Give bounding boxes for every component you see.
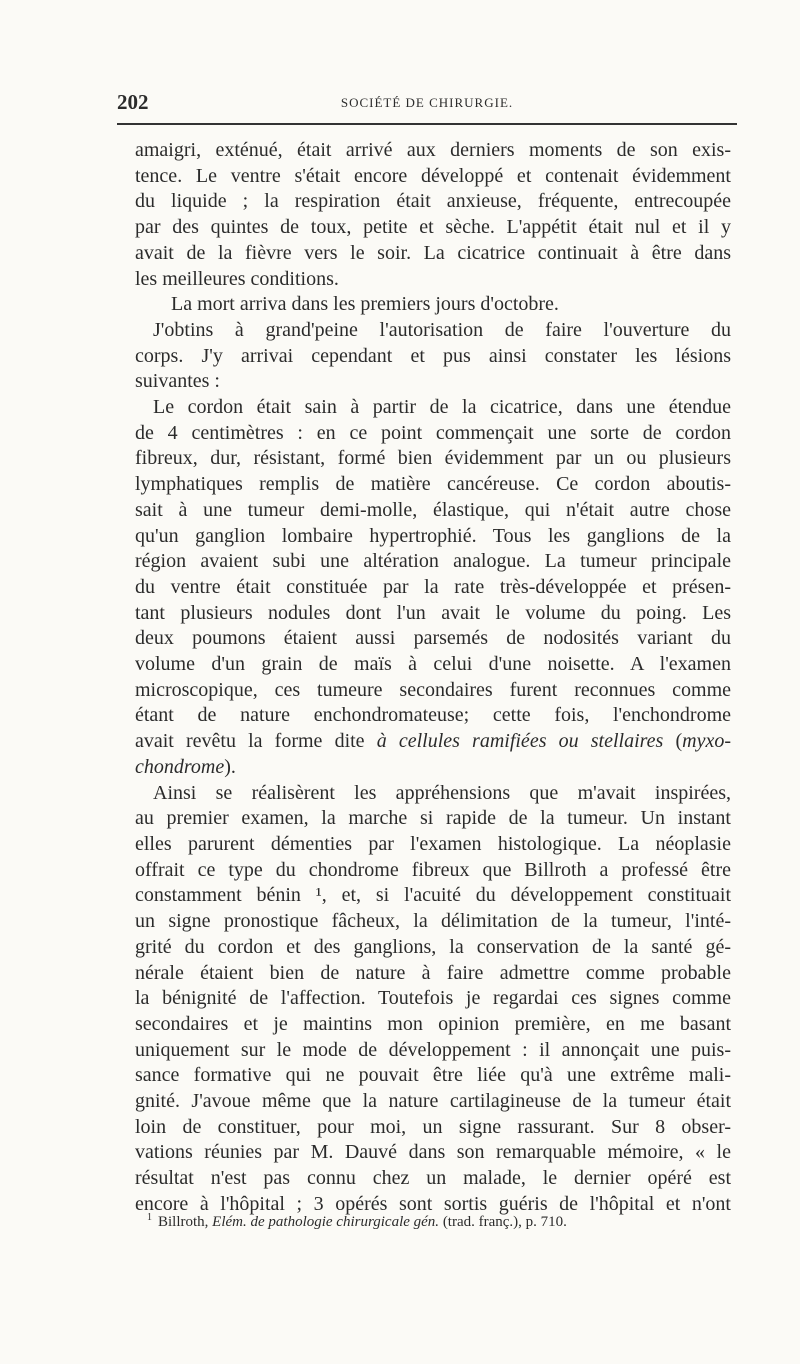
text-line: La mort arriva dans les premiers jours d'octobre.	[171, 293, 559, 316]
text-line: loin de constituer, pour moi, un signe rassurant. Sur 8 obser-	[135, 1115, 731, 1138]
text-line: par des quintes de toux, petite et sèche. L'appétit était nul et il y	[135, 216, 731, 239]
page-number: 202	[117, 90, 149, 114]
running-head: SOCIÉTÉ DE CHIRURGIE.	[340, 95, 514, 110]
italic-run: à cellules ramifiées ou stellaires	[376, 730, 664, 753]
text-line: microscopique, ces tumeure secondaires furent reconnues comme	[135, 678, 731, 701]
paragraph-5	[135, 781, 731, 1218]
text-run: ).	[224, 755, 236, 778]
text-line: Le cordon était sain à partir de la cicatrice, dans une étendue	[153, 396, 731, 419]
text-line: grité du cordon et des ganglions, la conservation de la santé gé-	[135, 935, 731, 958]
text-run: avait revêtu la forme dite	[135, 730, 377, 753]
text-line: sance formative qui ne pouvait être liée qu'à une extrême mali-	[135, 1064, 731, 1087]
text-line: secondaires et je maintins mon opinion première, en me basant	[135, 1012, 731, 1035]
text-line: constamment bénin ¹, et, si l'acuité du développement constituait	[135, 884, 731, 907]
text-line: corps. J'y arrivai cependant et pus ainsi constater les lésions	[135, 344, 731, 367]
text-line: avait de la fièvre vers le soir. La cicatrice continuait à être dans	[135, 241, 731, 264]
text-line: nérale étaient bien de nature à faire admettre comme probable	[135, 961, 731, 984]
text-line: résultat n'est pas connu chez un malade, le dernier opéré est	[135, 1167, 731, 1190]
footnote-marker: 1	[147, 1212, 152, 1223]
text-line: la bénignité de l'affection. Toutefois je regardai ces signes comme	[135, 987, 731, 1010]
text-line-mixed	[135, 729, 731, 755]
text-line: deux poumons étaient aussi parsemés de nodosités variant du	[135, 627, 731, 650]
text-line: qu'un ganglion lombaire hypertrophié. Tous les ganglions de la	[135, 524, 731, 547]
footnote	[147, 1212, 737, 1231]
paragraph-2	[135, 292, 731, 318]
text-line: J'obtins à grand'peine l'autorisation de faire l'ouverture du	[153, 318, 731, 341]
text-line: Ainsi se réalisèrent les appréhensions que m'avait inspirées,	[153, 781, 731, 804]
text-line: région avaient subi une altération analogue. La tumeur principale	[135, 550, 731, 573]
text-line: fibreux, dur, résistant, formé bien évidemment par un ou plusieurs	[135, 447, 731, 470]
text-line: étant de nature enchondromateuse; cette fois, l'enchondrome	[135, 704, 731, 727]
text-line: volume d'un grain de maïs à celui d'une noisette. A l'examen	[135, 653, 731, 676]
text-run: (	[663, 730, 683, 753]
text-line: de 4 centimètres : en ce point commençait une sorte de cordon	[135, 421, 731, 444]
text-line: suivantes :	[135, 370, 220, 393]
text-line: amaigri, exténué, était arrivé aux derniers moments de son exis-	[135, 139, 731, 161]
paragraph-1	[135, 138, 731, 292]
text-line: tence. Le ventre s'était encore développé et contenait évidemment	[135, 164, 731, 187]
text-line-mixed	[135, 755, 731, 781]
text-line: uniquement sur le mode de développement : il annonçait une puis-	[135, 1038, 731, 1061]
text-line: encore à l'hôpital ; 3 opérés sont sortis guéris de l'hôpital et n'ont	[135, 1192, 731, 1215]
text-line: au premier examen, la marche si rapide de la tumeur. Un instant	[135, 807, 731, 830]
text-line: elles parurent démenties par l'examen histologique. La néoplasie	[135, 832, 731, 855]
body-text	[135, 138, 731, 1218]
text-line: gnité. J'avoue même que la nature cartilagineuse de la tumeur était	[135, 1090, 731, 1113]
italic-run: myxo-	[682, 730, 731, 753]
text-line: lymphatiques remplis de matière cancéreuse. Ce cordon aboutis-	[135, 473, 731, 496]
header-rule	[117, 123, 737, 125]
text-line: offrait ce type du chondrome fibreux que Billroth a professé être	[135, 858, 731, 881]
footnote-author: Billroth,	[158, 1214, 213, 1230]
paragraph-4	[135, 395, 731, 781]
paragraph-3	[135, 318, 731, 395]
text-line: tant plusieurs nodules dont l'un avait le volume du poing. Les	[135, 601, 731, 624]
footnote-title: Elém. de pathologie chirurgicale gén.	[212, 1214, 440, 1230]
text-line: vations réunies par M. Dauvé dans son remarquable mémoire, « le	[135, 1141, 731, 1164]
footnote-reference: (trad. franç.), p. 710.	[439, 1214, 567, 1230]
text-line: les meilleures conditions.	[135, 267, 339, 290]
italic-run: chondrome	[135, 755, 225, 778]
text-line: du ventre était constituée par la rate très-développée et présen-	[135, 575, 731, 598]
text-line: un signe pronostique fâcheux, la délimitation de la tumeur, l'inté-	[135, 910, 731, 933]
text-line: du liquide ; la respiration était anxieuse, fréquente, entrecoupée	[135, 190, 731, 213]
page-header	[117, 90, 737, 116]
text-line: sait à une tumeur demi-molle, élastique, qui n'était autre chose	[135, 498, 731, 521]
